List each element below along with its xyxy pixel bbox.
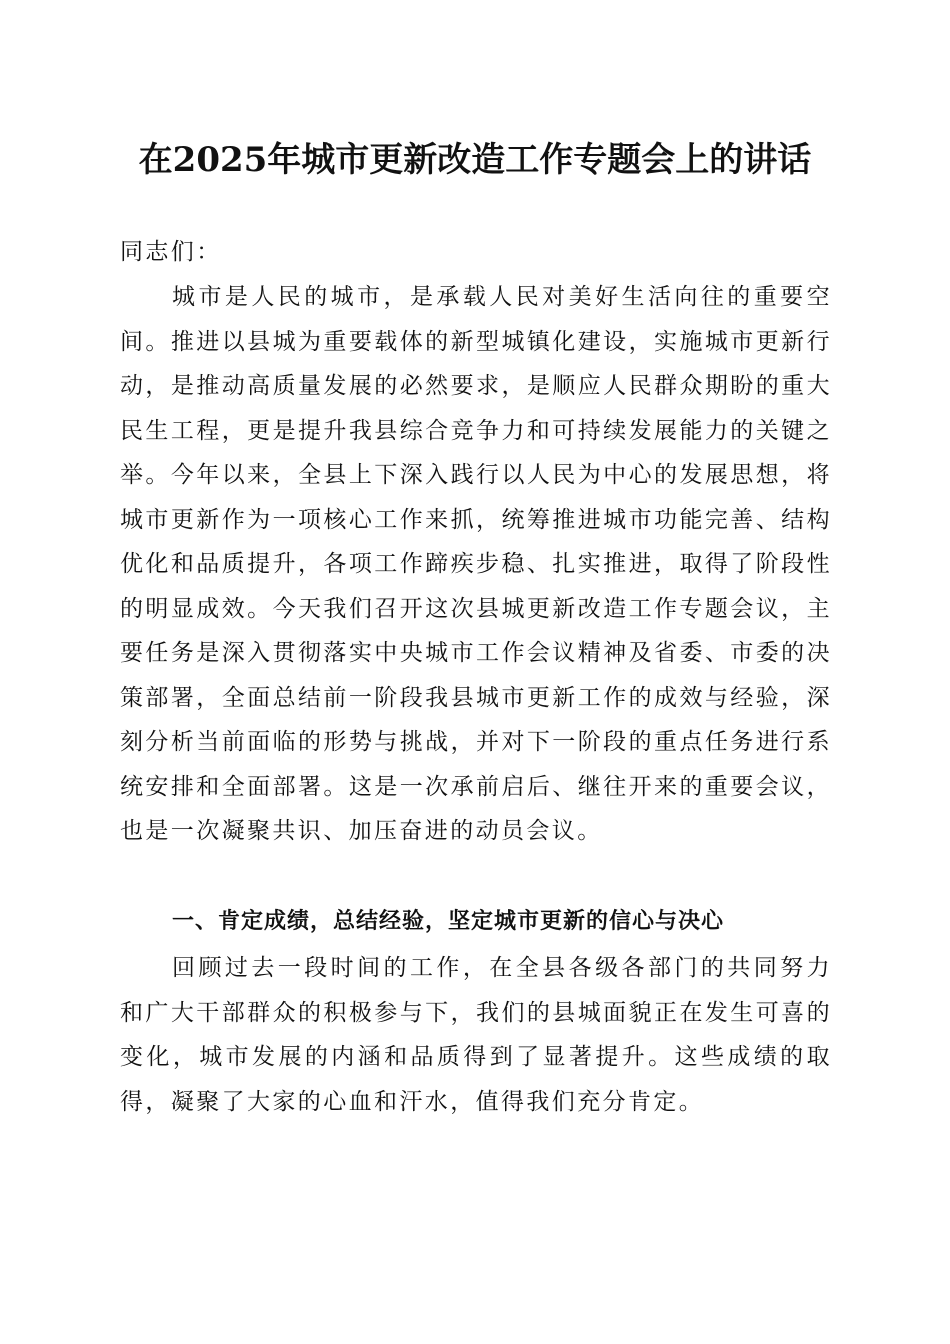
paragraph-intro: 城市是人民的城市，是承载人民对美好生活向往的重要空间。推进以县城为重要载体的新型城镇化建设，实施城市更新行动，是推动高质量发展的必然要求，是顺应人民群众期盼的重大民生工程，更是提升我县综合竞争力和可持续发展能力的关键之举。今年以来，全县上下深入践行以人民为中心的发展思想，将城市更新作为一项核心工作来抓，统筹推进城市功能完善、结构优化和品质提升，各项工作蹄疾步稳、扎实推进，取得了阶段性的明显成效。今天我们召开这次县城更新改造工作专题会议，主要任务是深入贯彻落实中央城市工作会议精神及省委、市委的决策部署，全面总结前一阶段我县城市更新工作的成效与经验，深刻分析当前面临的形势与挑战，并对下一阶段的重点任务进行系统安排和全面部署。这是一次承前启后、继往开来的重要会议，也是一次凝聚共识、加压奋进的动员会议。 (120, 284, 832, 844)
salutation: 同志们： (120, 239, 222, 265)
document-title: 在2025年城市更新改造工作专题会上的讲话 (138, 140, 812, 180)
section-heading-1: 一、肯定成绩，总结经验，坚定城市更新的信心与决心 (172, 909, 725, 934)
paragraph-section-1: 回顾过去一段时间的工作，在全县各级各部门的共同努力和广大干部群众的积极参与下，我们的县城面貌正在发生可喜的变化，城市发展的内涵和品质得到了显著提升。这些成绩的取得，凝聚了大家的心血和汗水，值得我们充分肯定。 (120, 955, 832, 1115)
